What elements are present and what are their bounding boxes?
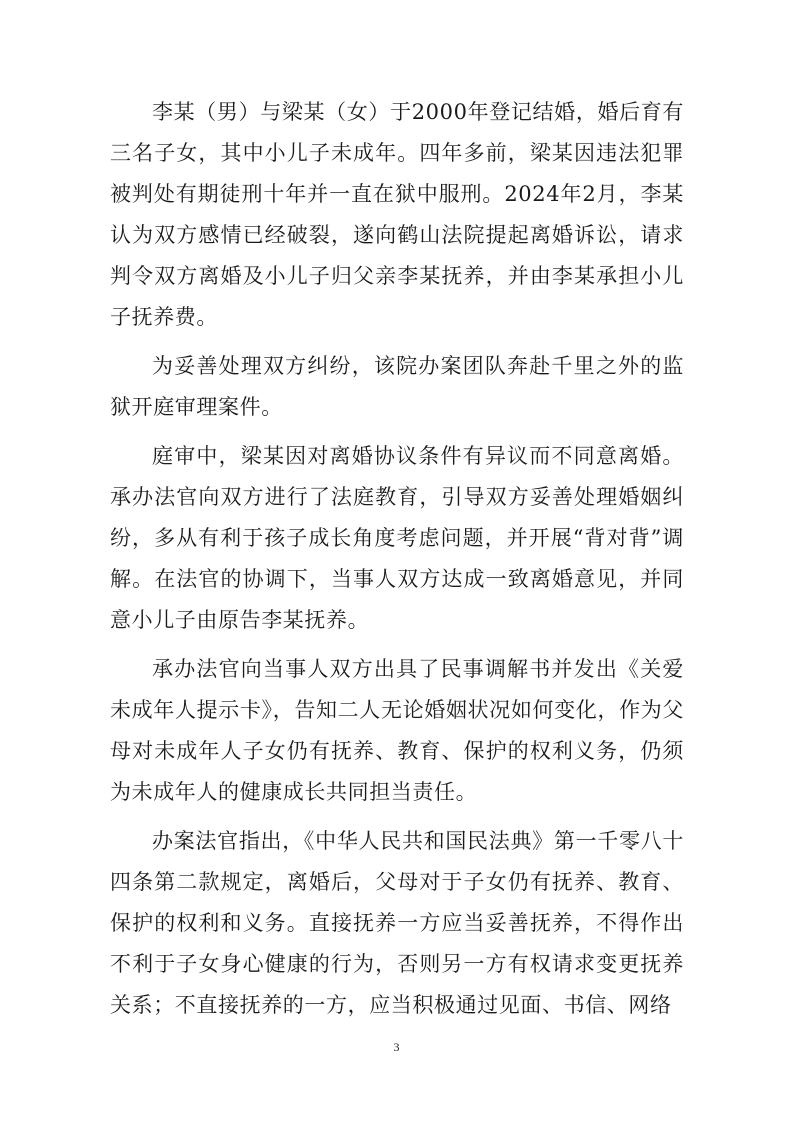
paragraph-mediation: 庭审中，梁某因对离婚协议条件有异议而不同意离婚。承办法官向双方进行了法庭教育，引导双方妥善处理婚姻纠纷，多从有利于孩子成长角度考虑问题，并开展“背对背”调解。在法官的协调下，当事人双方达成一致离婚意见，并同意小儿子由原告李某抚养。 bbox=[110, 444, 684, 632]
paragraph-legal-basis: 办案法官指出，《中华人民共和国民法典》第一千零八十四条第二款规定，离婚后，父母对于子女仍有抚养、教育、保护的权利和义务。直接抚养一方应当妥善抚养，不得作出不利于子女身心健康的行为，否则另一方有权请求变更抚养关系；不直接抚养的一方，应当积极通过见面、书信、网络 bbox=[110, 829, 684, 1017]
paragraph-judicial-notice: 承办法官向当事人双方出具了民事调解书并发出《关爱未成年人提示卡》，告知二人无论婚姻状况如何变化，作为父母对未成年人子女仍有抚养、教育、保护的权利义务，仍须为未成年人的健康成长共同担当责任。 bbox=[110, 657, 684, 804]
page-number: 3 bbox=[393, 1040, 400, 1054]
document-body bbox=[110, 92, 684, 1034]
paragraph-court-trial-location: 为妥善处理双方纠纷，该院办案团队奔赴千里之外的监狱开庭审理案件。 bbox=[110, 354, 684, 419]
paragraph-case-background: 李某（男）与梁某（女）于2000年登记结婚，婚后育有三名子女，其中小儿子未成年。四年多前，梁某因违法犯罪被判处有期徒刑十年并一直在狱中服刑。2024年2月，李某认为双方感情已经破裂，遂向鹤山法院提起离婚诉讼，请求判令双方离婚及小儿子归父亲李某抚养，并由李某承担小儿子抚养费。 bbox=[110, 100, 684, 329]
